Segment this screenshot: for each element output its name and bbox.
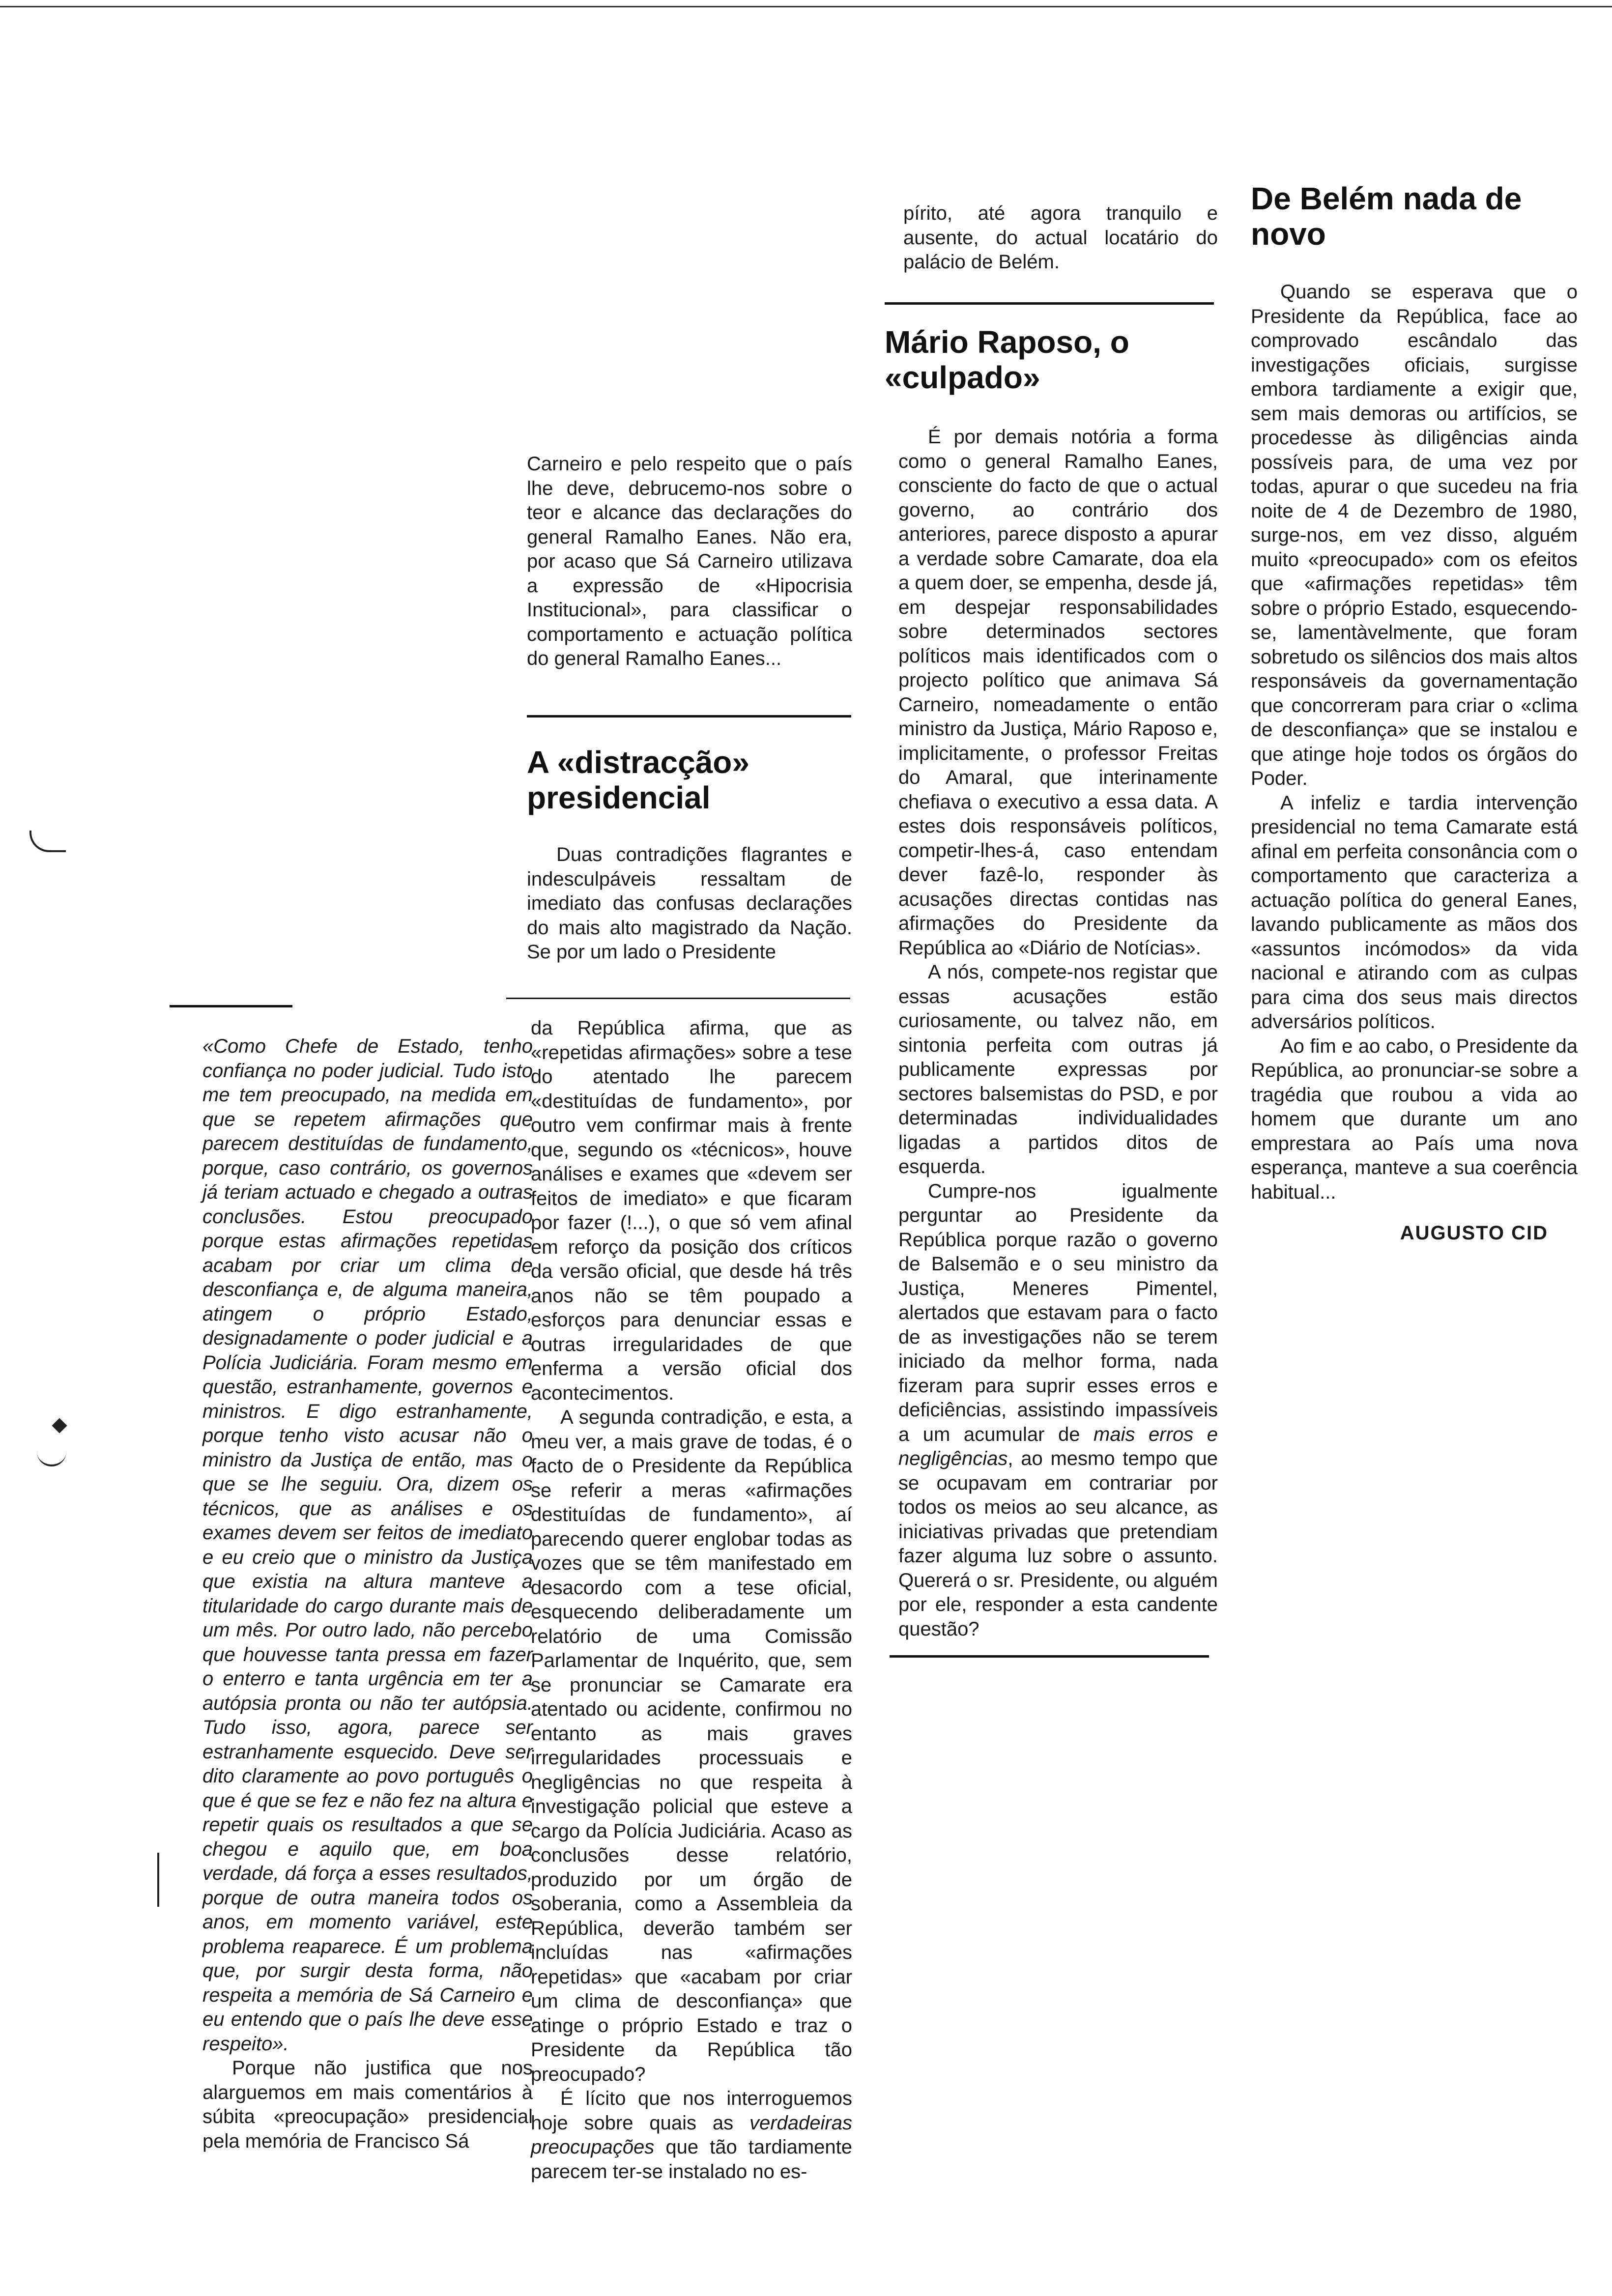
distraccao-p2: da República afirma, que as «repetidas afirmações» sobre a tese do atentado lhe parecem «destituídas de fundamento», por outro vem confirmar mais à frente que, segundo os «técnicos», houve análises e exames que «devem ser feitos de imediato» e que ficaram por fazer (!...), o que só vem afinal em reforço da posição dos críticos da versão oficial, que desde há três anos não se têm poupado a esforços para denunciar essas e outras irregularidades de que enferma a versão oficial dos acontecimentos. bbox=[531, 1017, 852, 1404]
mario-p2: A nós, compete-nos registar que essas acusações estão curiosamente, ou talvez não, em sintonia perfeita com outras já publicamente expressas por sectores balsemistas do PSD, e por determinadas individualidades ligadas a partidos ditos de esquerda. bbox=[898, 961, 1218, 1177]
belem-p2: A infeliz e tardia intervenção presidencial no tema Camarate está afinal em perfeita consonância com o comportamento que caracteriza a actuação política do general Eanes, lavando publicamente as mãos dos «assuntos incómodos» da vida nacional e atirando com as culpas para cima dos seus mais directos adversários políticos. bbox=[1251, 792, 1578, 1033]
scan-mark bbox=[157, 1853, 159, 1907]
col2-top bbox=[527, 452, 852, 671]
section-end-rule bbox=[890, 1655, 1209, 1658]
section-distraccao-lead bbox=[527, 843, 852, 965]
mario-p3-em: mais erros e negligências bbox=[898, 1423, 1218, 1469]
distraccao-p4 bbox=[531, 2087, 852, 2184]
section-distraccao-body bbox=[531, 1016, 852, 2184]
mario-p3-post: , ao mesmo tempo que se ocupavam em contrariar por todos os meios ao seu alcance, as iniciativas privadas que pretendiam fazer alguma luz sobre o assunto. Quererá o sr. Presidente, ou alguém por ele, responder a esta candente questão? bbox=[898, 1448, 1218, 1640]
section-rule bbox=[527, 715, 851, 718]
distraccao-p3: A segunda contradição, e esta, a meu ver, a mais grave de todas, é o facto de o Presidente da República se referir a meras «afirmações destituídas de fundamento», aí parecendo querer englobar todas as vozes que se têm manifestado em desacordo com a tese oficial, esquecendo deliberadamente um relatório de uma Comissão Parlamentar de Inquérito, que, sem se pronunciar se Camarate era atentado ou acidente, confirmou no entanto as mais graves irregularidades processuais e negligências no que respeita à investigação policial que esteve a cargo da Polícia Judiciária. Acaso as conclusões desse relatório, produzido por um órgão de soberania, como a Assembleia da República, deverão também ser incluídas nas «afirmações repetidas» que «acabam por criar um clima de desconfiança» que atinge o próprio Estado e traz o Presidente da República tão preocupado? bbox=[531, 1406, 852, 2085]
distraccao-p4-pre: É lícito que nos interroguemos hoje sobre quais as bbox=[531, 2088, 852, 2134]
section-distraccao-heading bbox=[527, 745, 841, 815]
page-top-rule bbox=[0, 6, 1612, 7]
col3-top-text: pírito, até agora tranquilo e ausente, do actual locatário do palácio de Belém. bbox=[903, 202, 1218, 273]
scan-mark bbox=[52, 1418, 67, 1433]
section-belem-body bbox=[1251, 280, 1578, 1246]
section-rule bbox=[885, 302, 1214, 305]
heading-belem: De Belém nada de novo bbox=[1251, 181, 1522, 252]
col3-top bbox=[903, 201, 1218, 275]
quote-column bbox=[202, 1034, 533, 2153]
col2-top-text: Carneiro e pelo respeito que o país lhe deve, debrucemo-nos sobre o teor e alcance das declarações do general Ramalho Eanes. Não era, por acaso que Sá Carneiro utilizava a expressão de «Hipocrisia Institucional», para classificar o comportamento e actuação política do general Ramalho Eanes... bbox=[527, 453, 852, 669]
quote-tail: Porque não justifica que nos alarguemos em mais comentários à súbita «preocupação» presidencial pela memória de Francisco Sá bbox=[202, 2057, 533, 2152]
section-belem-heading bbox=[1251, 181, 1570, 252]
belem-p3: Ao fim e ao cabo, o Presidente da República, ao pronunciar-se sobre a tragédia que roubou a vida ao homem que durante um ano emprestara ao País uma nova esperança, manteve a sua coerência habitual... bbox=[1251, 1035, 1578, 1203]
scan-mark bbox=[37, 1450, 66, 1466]
column-break-rule bbox=[506, 998, 850, 999]
section-mario-heading bbox=[885, 324, 1199, 395]
heading-distraccao: A «distracção» presidencial bbox=[527, 745, 749, 815]
distraccao-p4-em: verdadeiras preocupações bbox=[531, 2112, 852, 2158]
distraccao-p4-post: que tão tardiamente parecem ter-se instalado no es- bbox=[531, 2136, 852, 2182]
belem-p1: Quando se esperava que o Presidente da República, face ao comprovado escândalo das investigações oficiais, surgisse embora tardiamente a exigir que, sem mais demoras ou artifícios, se procedesse às diligências ainda possíveis para, de uma vez por todas, apurar o que sucedeu na fria noite de 4 de Dezembro de 1980, surge-nos, em vez disso, alguém muito «preocupado» com os efeitos que «afirmações repetidas» têm sobre o próprio Estado, esquecendo-se, lamentàvelmente, que foram sobretudo os silêncios dos mais altos responsáveis da governamentação que concorreram para criar o «clima de desconfiança» que se instalou e que atinge hoje todos os órgãos do Poder. bbox=[1251, 281, 1578, 789]
heading-mario: Mário Raposo, o «culpado» bbox=[885, 324, 1129, 395]
scan-mark bbox=[29, 831, 66, 852]
mario-p3-pre: Cumpre-nos igualmente perguntar ao Presidente da República porque razão o governo de Balsemão e o seu ministro da Justiça, Meneres Pimentel, alertados que estavam para o facto de as investigações não se terem iniciado da melhor forma, nada fizeram para suprir esses erros e deficiências, assistindo impassíveis a um acumular de bbox=[898, 1180, 1218, 1445]
mario-p1: É por demais notória a forma como o general Ramalho Eanes, consciente do facto de que o actual governo, ao contrário dos anteriores, parece disposto a apurar a verdade sobre Camarate, doa ela a quem doer, se empenha, desde já, em despejar responsabilidades sobre determinados sectores políticos mais identificados com o projecto político que animava Sá Carneiro, nomeadamente o então ministro da Justiça, Mário Raposo e, implicitamente, o professor Freitas do Amaral, que interinamente chefiava o executivo a essa data. A estes dois responsáveis políticos, competir-lhes-á, caso entendam dever fazê-lo, responder às acusações directas contidas nas afirmações do Presidente da República ao «Diário de Notícias». bbox=[898, 426, 1218, 959]
mario-p3 bbox=[898, 1179, 1218, 1642]
quote-text: «Como Chefe de Estado, tenho confiança no poder judicial. Tudo isto me tem preocupado, na medida em que se repetem afirmações que parecem destituídas de fundamento, porque, caso contrário, os governos já teriam actuado e chegado a outras conclusões. Estou preocupado porque estas afirmações repetidas acabam por criar um clima de desconfiança e, de alguma maneira, atingem o próprio Estado, designadamente o poder judicial e a Polícia Judiciária. Foram mesmo em questão, estranhamente, governos e ministros. E digo estranhamente, porque tenho visto acusar não o ministro da Justiça de então, mas o que se lhe seguiu. Ora, dizem os técnicos, que as análises e os exames devem ser feitos de imediato e eu creio que o ministro da Justiça que existia na altura manteve a titularidade do cargo durante mais de um mês. Por outro lado, não percebo que houvesse tanta pressa em fazer o enterro e tanta urgência em ter a autópsia pronta ou não ter autópsia. Tudo isso, agora, parece ser estranhamente esquecido. Deve ser dito claramente ao povo português o que é que se fez e não fez na altura e repetir quais os resultados a que se chegou e aquilo que, em boa verdade, dá força a esses resultados, porque de outra maneira todos os anos, em momento variável, este problema reaparece. É um problema que, por surgir desta forma, não respeita a memória de Sá Carneiro e eu entendo que o país lhe deve esse respeito». bbox=[202, 1035, 533, 2055]
byline: AUGUSTO CID bbox=[1400, 1222, 1548, 1244]
distraccao-p1: Duas contradições flagrantes e indesculpáveis ressaltam de imediato das confusas declarações do mais alto magistrado da Nação. Se por um lado o Presidente bbox=[527, 844, 852, 963]
section-mario-body bbox=[898, 425, 1218, 1641]
quote-rule bbox=[170, 1005, 292, 1007]
